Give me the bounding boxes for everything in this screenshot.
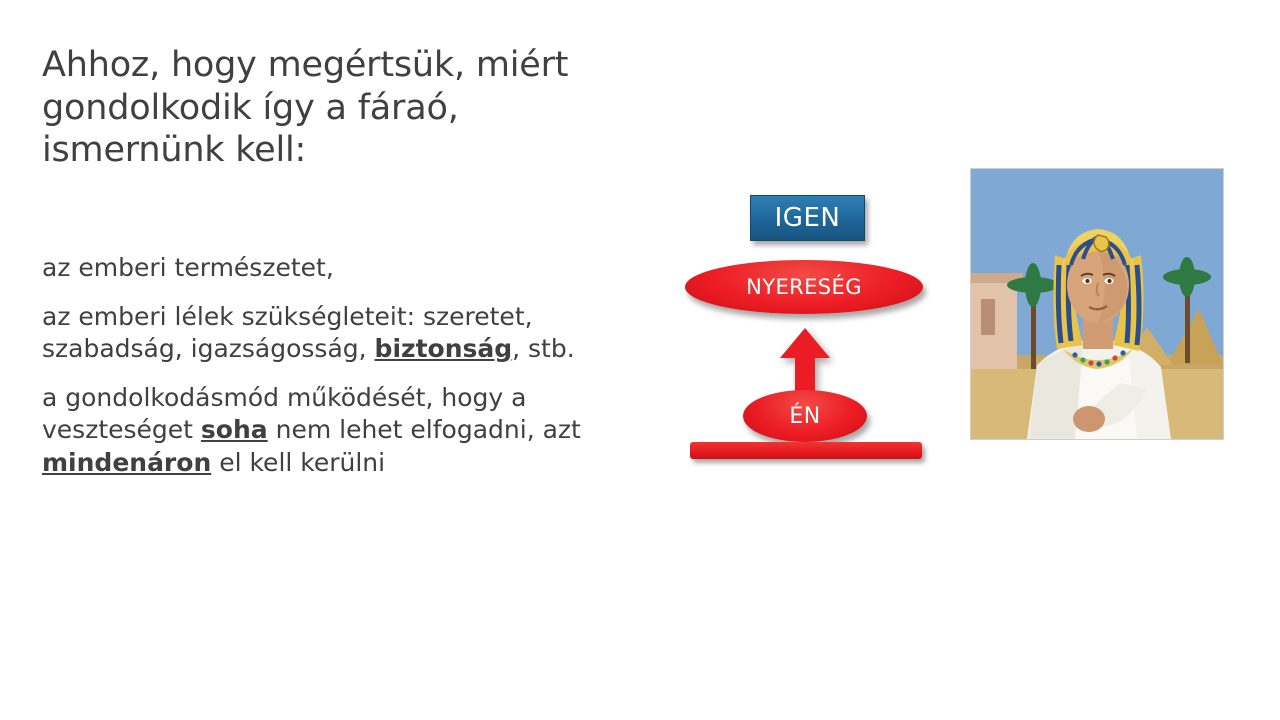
yes-box	[750, 195, 865, 241]
pharaoh-illustration	[970, 168, 1224, 440]
base-bar	[690, 442, 922, 459]
text-run: az emberi lélek szükségleteit: szeretet, szabadság, igazságosság,	[42, 301, 533, 363]
text-run: nem lehet elfogadni, azt	[267, 415, 581, 444]
concept-diagram	[680, 180, 930, 480]
emphasis-biztonsag: biztonság	[374, 334, 513, 363]
text-run: el kell kerülni	[211, 447, 386, 477]
self-ellipse-label: ÉN	[789, 403, 821, 429]
self-ellipse	[743, 390, 867, 442]
yes-box-label: IGEN	[774, 203, 841, 233]
body-paragraph-2	[42, 301, 632, 366]
body-paragraph-3	[42, 382, 632, 480]
text-run: a gondolkodásmód működését, hogy a veszteséget	[42, 382, 527, 444]
text-run: , stb.	[512, 334, 575, 363]
page-title: Ahhoz, hogy megértsük, miért gondolkodik így a fáraó, ismernünk kell:	[42, 45, 569, 171]
gain-ellipse	[685, 260, 923, 314]
emphasis-soha: soha	[200, 415, 268, 444]
pharaoh-artwork	[971, 169, 1223, 439]
text-run: az emberi természetet,	[42, 253, 334, 282]
body-paragraph-1	[42, 252, 632, 285]
gain-ellipse-label: NYERESÉG	[746, 275, 862, 299]
body-text-block	[42, 252, 632, 495]
emphasis-mindenaron: mindenáron	[42, 447, 212, 477]
